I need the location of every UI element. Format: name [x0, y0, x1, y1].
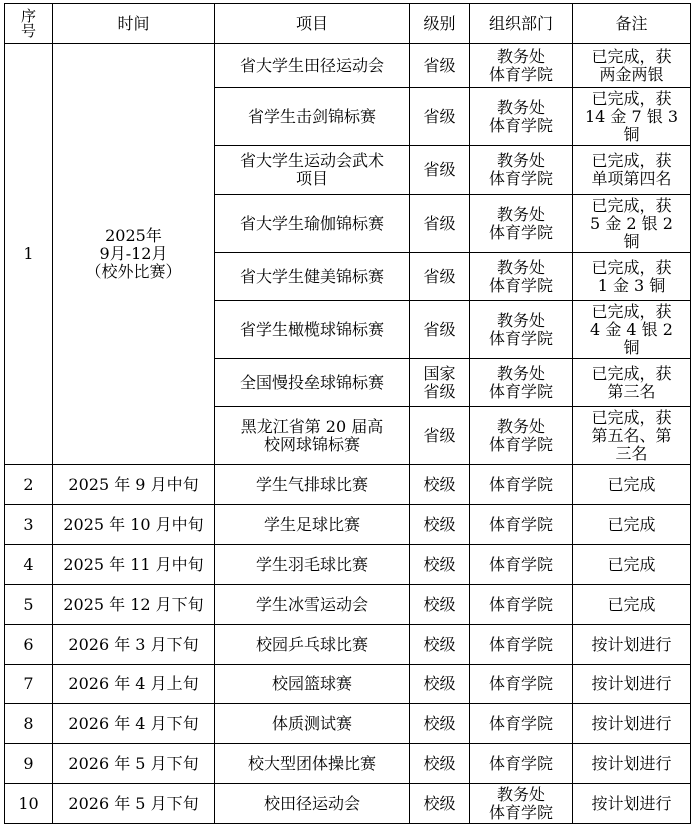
row-level: 校级: [410, 505, 470, 545]
table-row: [5, 704, 691, 744]
row-level: 省级: [410, 44, 470, 88]
row-number: 2: [5, 465, 53, 505]
header-time: 时间: [53, 4, 215, 44]
row-note: 已完成: [573, 505, 691, 545]
row-note: 已完成，获 5 金 2 银 2 铜: [573, 195, 691, 253]
row-number: 4: [5, 545, 53, 585]
row-dept: 教务处 体育学院: [470, 195, 573, 253]
row-item: 体质测试赛: [215, 704, 410, 744]
row-time: 2025年 9月-12月 （校外比赛）: [53, 44, 215, 465]
row-item: 校田径运动会: [215, 784, 410, 824]
row-item: 校园篮球赛: [215, 665, 410, 704]
row-level: 国家 省级: [410, 359, 470, 407]
row-time: 2026 年 5 月下旬: [53, 744, 215, 784]
row-dept: 教务处 体育学院: [470, 301, 573, 359]
row-item: 省大学生健美锦标赛: [215, 253, 410, 301]
table-row: [5, 585, 691, 625]
table-row: [5, 545, 691, 585]
table-row: [5, 44, 691, 88]
row-item: 校园乒乓球比赛: [215, 625, 410, 665]
row-dept: 教务处 体育学院: [470, 44, 573, 88]
row-item: 学生足球比赛: [215, 505, 410, 545]
row-note: 已完成，获 第五名、第 三名: [573, 407, 691, 465]
row-time: 2026 年 4 月下旬: [53, 704, 215, 744]
row-dept: 体育学院: [470, 704, 573, 744]
row-level: 校级: [410, 744, 470, 784]
row-item: 全国慢投垒球锦标赛: [215, 359, 410, 407]
header-item: 项目: [215, 4, 410, 44]
row-time: 2025 年 11 月中旬: [53, 545, 215, 585]
row-item: 省学生橄榄球锦标赛: [215, 301, 410, 359]
row-level: 省级: [410, 253, 470, 301]
header-level: 级别: [410, 4, 470, 44]
row-dept: 体育学院: [470, 744, 573, 784]
row-dept: 教务处 体育学院: [470, 359, 573, 407]
row-dept: 体育学院: [470, 625, 573, 665]
row-item: 学生羽毛球比赛: [215, 545, 410, 585]
row-note: 已完成: [573, 465, 691, 505]
table-body: [5, 44, 691, 824]
row-level: 省级: [410, 407, 470, 465]
row-item: 学生冰雪运动会: [215, 585, 410, 625]
row-number: 8: [5, 704, 53, 744]
row-note: 按计划进行: [573, 665, 691, 704]
table-row: [5, 784, 691, 824]
table-row: [5, 744, 691, 784]
row-time: 2025 年 12 月下旬: [53, 585, 215, 625]
row-note: 已完成: [573, 585, 691, 625]
row-level: 校级: [410, 625, 470, 665]
table-row: [5, 625, 691, 665]
row-note: 已完成，获 第三名: [573, 359, 691, 407]
header-no-label: 序号: [20, 6, 36, 40]
row-number: 6: [5, 625, 53, 665]
header-dept: 组织部门: [470, 4, 573, 44]
row-note: 已完成，获 4 金 4 银 2 铜: [573, 301, 691, 359]
row-level: 校级: [410, 784, 470, 824]
row-note: 已完成，获 单项第四名: [573, 146, 691, 195]
row-dept: 体育学院: [470, 585, 573, 625]
row-level: 省级: [410, 146, 470, 195]
row-note: 已完成，获 两金两银: [573, 44, 691, 88]
row-level: 省级: [410, 195, 470, 253]
row-note: 已完成: [573, 545, 691, 585]
row-number: 3: [5, 505, 53, 545]
row-number: 10: [5, 784, 53, 824]
row-item: 学生气排球比赛: [215, 465, 410, 505]
row-note: 按计划进行: [573, 744, 691, 784]
row-item: 黑龙江省第 20 届高 校网球锦标赛: [215, 407, 410, 465]
row-dept: 体育学院: [470, 465, 573, 505]
row-item: 省大学生运动会武术 项目: [215, 146, 410, 195]
row-note: 按计划进行: [573, 784, 691, 824]
schedule-table: [4, 3, 691, 824]
row-dept: 教务处 体育学院: [470, 88, 573, 146]
row-note: 按计划进行: [573, 704, 691, 744]
row-dept: 体育学院: [470, 505, 573, 545]
row-number: 5: [5, 585, 53, 625]
row-level: 校级: [410, 665, 470, 704]
header-note: 备注: [573, 4, 691, 44]
row-note: 已完成，获 1 金 3 铜: [573, 253, 691, 301]
row-dept: 教务处 体育学院: [470, 253, 573, 301]
table-row: [5, 665, 691, 704]
row-item: 省大学生田径运动会: [215, 44, 410, 88]
row-time: 2026 年 3 月下旬: [53, 625, 215, 665]
row-number: 9: [5, 744, 53, 784]
row-level: 省级: [410, 88, 470, 146]
row-dept: 教务处 体育学院: [470, 407, 573, 465]
row-level: 校级: [410, 704, 470, 744]
row-time: 2026 年 5 月下旬: [53, 784, 215, 824]
row-level: 校级: [410, 585, 470, 625]
row-time: 2026 年 4 月上旬: [53, 665, 215, 704]
row-dept: 体育学院: [470, 665, 573, 704]
row-note: 按计划进行: [573, 625, 691, 665]
row-time: 2025 年 9 月中旬: [53, 465, 215, 505]
row-level: 校级: [410, 465, 470, 505]
row-item: 省大学生瑜伽锦标赛: [215, 195, 410, 253]
row-dept: 教务处 体育学院: [470, 146, 573, 195]
row-note: 已完成，获 14 金 7 银 3 铜: [573, 88, 691, 146]
header-row: [5, 4, 691, 44]
table-row: [5, 505, 691, 545]
row-item: 校大型团体操比赛: [215, 744, 410, 784]
row-level: 省级: [410, 301, 470, 359]
row-item: 省学生击剑锦标赛: [215, 88, 410, 146]
row-dept: 教务处 体育学院: [470, 784, 573, 824]
row-level: 校级: [410, 545, 470, 585]
row-number: 7: [5, 665, 53, 704]
row-dept: 体育学院: [470, 545, 573, 585]
row-time: 2025 年 10 月中旬: [53, 505, 215, 545]
row-number: 1: [5, 44, 53, 465]
table-row: [5, 465, 691, 505]
header-no: [5, 4, 53, 44]
